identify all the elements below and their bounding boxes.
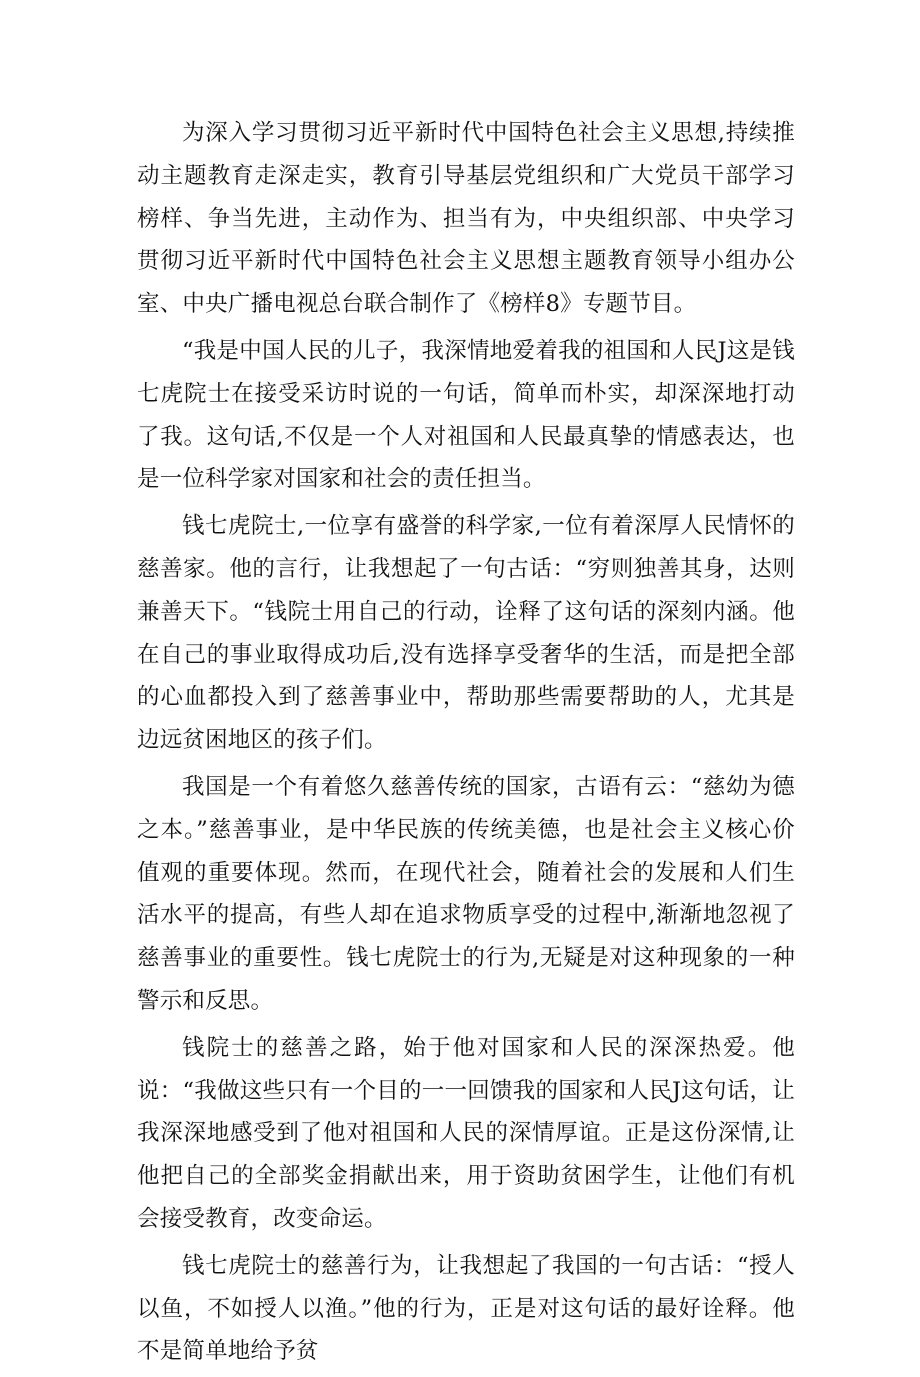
paragraph-4: 我国是一个有着悠久慈善传统的国家，古语有云：“慈幼为德之本。”慈善事业，是中华民族的传统美德，也是社会主义核心价值观的重要体现。然而，在现代社会，随着社会的发展和人们生活水平的提高，有些人却在追求物质享受的过程中,渐渐地忽视了慈善事业的重要性。钱七虎院士的行为,无疑是对这种现象的一种警示和反思。 — [137, 773, 795, 1014]
paragraph-5: 钱院士的慈善之路，始于他对国家和人民的深深热爱。他说：“我做这些只有一个目的一一回馈我的国家和人民J这句话，让我深深地感受到了他对祖国和人民的深情厚谊。正是这份深情,让他把自己的全部奖金捐献出来，用于资助贫困学生，让他们有机会接受教育，改变命运。 — [137, 1034, 795, 1232]
document-body — [137, 112, 795, 1377]
paragraph-2: “我是中国人民的儿子，我深情地爱着我的祖国和人民J这是钱七虎院士在接受采访时说的一句话，简单而朴实，却深深地打动了我。这句话,不仅是一个人对祖国和人民最真挚的情感表达，也是一位科学家对国家和社会的责任担当。 — [137, 337, 795, 493]
paragraph-6: 钱七虎院士的慈善行为，让我想起了我国的一句古话：“授人以鱼，不如授人以渔。”他的行为，正是对这句话的最好诠释。他不是简单地给予贫 — [137, 1252, 795, 1365]
paragraph-3: 钱七虎院士,一位享有盛誉的科学家,一位有着深厚人民情怀的慈善家。他的言行，让我想起了一句古话：“穷则独善其身，达则兼善天下。“钱院士用自己的行动，诠释了这句话的深刻内涵。他在自己的事业取得成功后,没有选择享受奢华的生活，而是把全部的心血都投入到了慈善事业中，帮助那些需要帮助的人，尤其是边远贫困地区的孩子们。 — [137, 513, 795, 754]
paragraph-1: 为深入学习贯彻习近平新时代中国特色社会主义思想,持续推动主题教育走深走实，教育引导基层党组织和广大党员干部学习榜样、争当先进，主动作为、担当有为，中央组织部、中央学习贯彻习近平新时代中国特色社会主义思想主题教育领导小组办公室、中央广播电视总台联合制作了《榜样8》专题节目。 — [137, 120, 795, 318]
